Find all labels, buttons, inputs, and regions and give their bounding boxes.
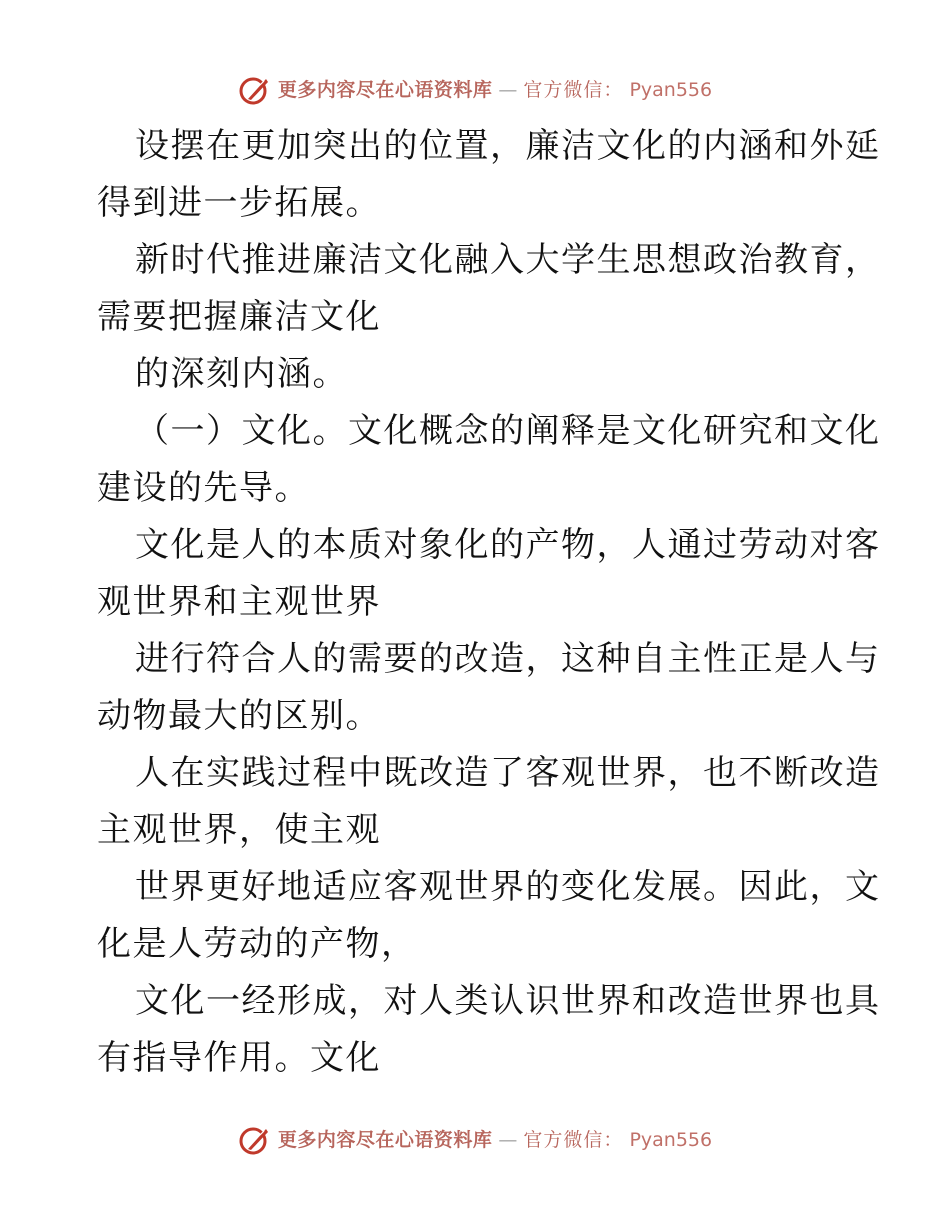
footer-watermark	[0, 1120, 950, 1160]
watermark-wechat-label: 官方微信：	[523, 1129, 624, 1151]
text-line: 有指导作用。文化	[97, 1038, 381, 1078]
text-line: 建设的先导。	[97, 468, 310, 508]
text-line: 新时代推进廉洁文化融入大学生思想政治教育，	[135, 240, 881, 280]
text-line: （一）文化。文化概念的阐释是文化研究和文化	[135, 411, 881, 451]
text-line: 设摆在更加突出的位置，廉洁文化的内涵和外延	[135, 126, 881, 166]
red-circle-feather-logo-icon	[238, 73, 272, 107]
text-line: 化是人劳动的产物，	[97, 924, 417, 964]
text-line: 文化一经形成，对人类认识世界和改造世界也具	[135, 981, 881, 1021]
watermark-wechat-id: Pyan556	[629, 79, 713, 101]
text-line: 的深刻内涵。	[135, 354, 348, 394]
text-line: 世界更好地适应客观世界的变化发展。因此，文	[135, 867, 881, 907]
text-line: 人在实践过程中既改造了客观世界，也不断改造	[135, 753, 881, 793]
text-line: 主观世界，使主观	[97, 810, 381, 850]
watermark-wechat-id: Pyan556	[629, 1129, 713, 1151]
watermark-wechat-label: 官方微信：	[523, 79, 624, 101]
text-line: 得到进一步拓展。	[97, 183, 381, 223]
body-text	[97, 118, 881, 1087]
watermark-separator: —	[498, 1129, 518, 1151]
text-line: 动物最大的区别。	[97, 696, 381, 736]
text-line: 观世界和主观世界	[97, 582, 381, 622]
text-line: 进行符合人的需要的改造，这种自主性正是人与	[135, 639, 881, 679]
watermark-separator: —	[498, 79, 518, 101]
watermark-brand-text: 更多内容尽在心语资料库	[277, 1129, 493, 1151]
text-line: 文化是人的本质对象化的产物，人通过劳动对客	[135, 525, 881, 565]
text-line: 需要把握廉洁文化	[97, 297, 381, 337]
red-circle-feather-logo-icon	[238, 1123, 272, 1157]
header-watermark	[0, 70, 950, 110]
watermark-brand-text: 更多内容尽在心语资料库	[277, 79, 493, 101]
